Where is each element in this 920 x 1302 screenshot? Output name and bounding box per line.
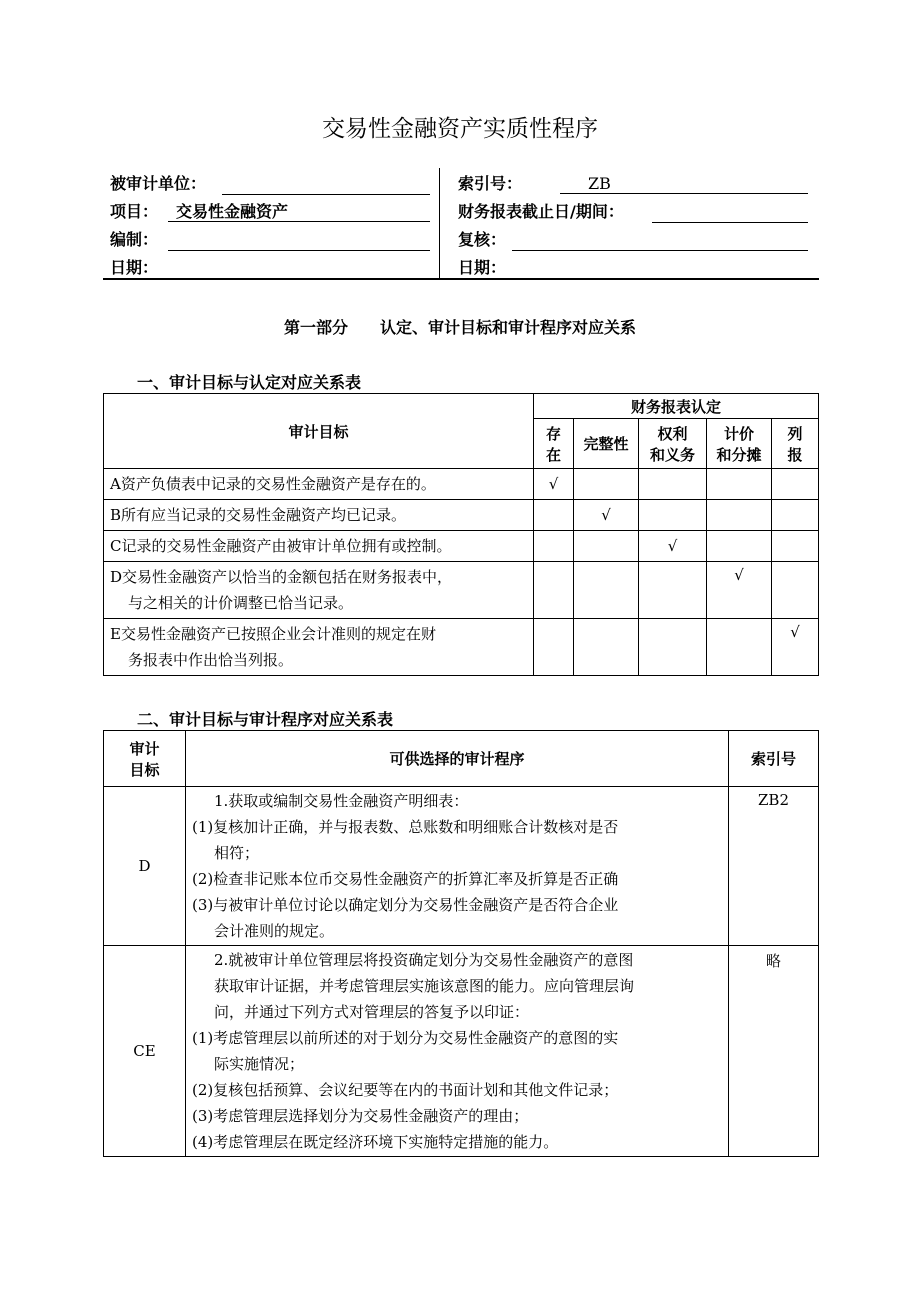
check-cell	[772, 531, 819, 562]
objective-cell: A资产负债表中记录的交易性金融资产是存在的。	[104, 469, 534, 500]
check-cell	[639, 469, 707, 500]
assertion-header: 列 报	[772, 419, 819, 469]
objective-cell: C记录的交易性金融资产由被审计单位拥有或控制。	[104, 531, 534, 562]
entity-field[interactable]	[222, 174, 430, 195]
check-cell	[772, 469, 819, 500]
item-field[interactable]: 交易性金融资产	[168, 202, 430, 222]
prepared-field[interactable]	[168, 230, 430, 251]
col-header-objective: 审计 目标	[104, 731, 186, 787]
table-row	[104, 531, 819, 562]
table-row	[104, 500, 819, 531]
assertion-header: 完整性	[574, 419, 639, 469]
col-header-assertions: 财务报表认定	[534, 394, 819, 419]
procedure-cell: 1.获取或编制交易性金融资产明细表： (1)复核加计正确，并与报表数、总账数和明细账合计数核对是否 相符； (2)检查非记账本位币交易性金融资产的折算汇率及折算是否正确 (3)与被审计单位讨论以确定划分为交易性金融资产是否符合企业 会计准则的规定。	[186, 787, 729, 946]
date-left-label: 日期：	[110, 258, 159, 277]
objective-cell: E交易性金融资产已按照企业会计准则的规定在财 务报表中作出恰当列报。	[104, 619, 534, 676]
assertion-header: 存 在	[534, 419, 574, 469]
check-cell	[639, 500, 707, 531]
check-cell	[574, 531, 639, 562]
col-header-objective: 审计目标	[104, 394, 534, 469]
period-field[interactable]	[652, 202, 808, 223]
check-cell	[534, 500, 574, 531]
check-cell	[772, 562, 819, 619]
assertion-header: 计价 和分摊	[707, 419, 772, 469]
col-header-index: 索引号	[729, 731, 819, 787]
table-row	[104, 562, 819, 619]
index-cell: ZB2	[729, 787, 819, 946]
check-cell	[534, 531, 574, 562]
table-row	[104, 787, 819, 946]
header-divider-vertical	[439, 168, 440, 278]
index-field[interactable]: ZB	[560, 174, 808, 194]
check-cell	[534, 619, 574, 676]
item-label: 项目：	[110, 202, 159, 221]
check-cell	[574, 562, 639, 619]
objective-cell: CE	[104, 946, 186, 1157]
check-cell	[772, 500, 819, 531]
check-cell	[707, 500, 772, 531]
check-cell: √	[534, 469, 574, 500]
assertion-table	[103, 393, 819, 676]
check-cell	[639, 619, 707, 676]
table-row	[104, 619, 819, 676]
index-label: 索引号：	[458, 174, 523, 193]
procedure-cell: 2.就被审计单位管理层将投资确定划分为交易性金融资产的意图 获取审计证据，并考虑管理层实施该意图的能力。应向管理层询 问，并通过下列方式对管理层的答复予以印证： (1)考虑管理层以前所述的对于划分为交易性金融资产的意图的实 际实施情况； (2)复核包括预算、会议纪要等在内的书面计划和其他文件记录； (3)考虑管理层选择划分为交易性金融资产的理由； (4)考虑管理层在既定经济环境下实施特定措施的能力。	[186, 946, 729, 1157]
date-left-field[interactable]	[168, 258, 430, 279]
section2-title: 二、审计目标与审计程序对应关系表	[137, 710, 394, 729]
objective-cell: D	[104, 787, 186, 946]
check-cell	[574, 469, 639, 500]
table-row	[104, 946, 819, 1157]
date-right-field[interactable]	[512, 258, 808, 279]
check-cell: √	[707, 562, 772, 619]
entity-label: 被审计单位：	[110, 174, 207, 193]
objective-cell: B所有应当记录的交易性金融资产均已记录。	[104, 500, 534, 531]
check-cell	[534, 562, 574, 619]
check-cell	[707, 531, 772, 562]
part-title: 第一部分 认定、审计目标和审计程序对应关系	[283, 318, 636, 337]
check-cell	[707, 469, 772, 500]
header-divider-horizontal	[103, 278, 819, 280]
check-cell	[707, 619, 772, 676]
assertion-header: 权利 和义务	[639, 419, 707, 469]
procedure-table	[103, 730, 819, 1157]
section1-title: 一、审计目标与认定对应关系表	[137, 373, 362, 392]
document-title: 交易性金融资产实质性程序	[322, 116, 598, 142]
check-cell: √	[772, 619, 819, 676]
check-cell: √	[639, 531, 707, 562]
table-row	[104, 469, 819, 500]
check-cell	[574, 619, 639, 676]
period-label: 财务报表截止日/期间：	[458, 202, 624, 221]
check-cell	[639, 562, 707, 619]
date-right-label: 日期：	[458, 258, 507, 277]
check-cell: √	[574, 500, 639, 531]
review-field[interactable]	[512, 230, 808, 251]
col-header-procedures: 可供选择的审计程序	[186, 731, 729, 787]
objective-cell: D交易性金融资产以恰当的金额包括在财务报表中， 与之相关的计价调整已恰当记录。	[104, 562, 534, 619]
prepared-label: 编制：	[110, 230, 159, 249]
index-cell: 略	[729, 946, 819, 1157]
review-label: 复核：	[458, 230, 507, 249]
